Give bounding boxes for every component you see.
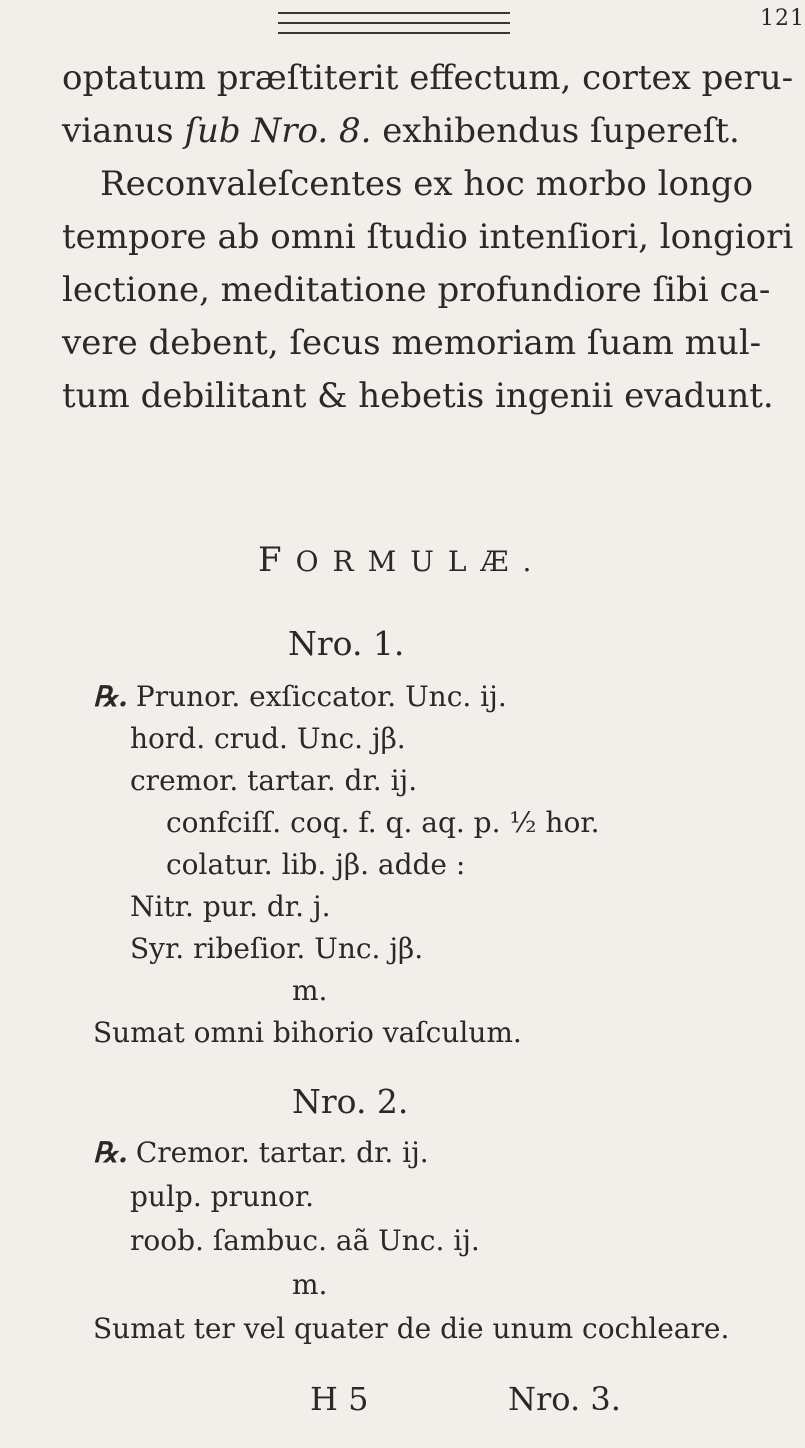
text-line: lectione, meditatione profundiore ſibi ca-: [62, 270, 771, 310]
recipe-line: m.: [292, 1268, 328, 1301]
catchword: Nro. 3.: [508, 1380, 621, 1418]
recipe-line: m.: [292, 974, 328, 1007]
recipe-line: colatur. lib. jβ. adde :: [166, 848, 466, 881]
recipe-line: Sumat omni bihorio vaſculum.: [93, 1016, 522, 1049]
text-line: tempore ab omni ſtudio intenſiori, longiori: [62, 217, 794, 257]
signature-mark: H 5: [310, 1380, 369, 1418]
recipe-line: pulp. prunor.: [130, 1180, 315, 1213]
page-number: 121: [760, 6, 805, 31]
text-line: vianus ſub Nro. 8. exhibendus ſupereſt.: [62, 111, 740, 151]
recipe-line: cremor. tartar. dr. ij.: [130, 764, 418, 797]
text-line: vere debent, ſecus memoriam ſuam mul-: [62, 323, 762, 363]
recipe-line: Nitr. pur. dr. j.: [130, 890, 331, 923]
recipe-line: ℞. Prunor. exſiccator. Unc. ij.: [93, 680, 507, 713]
header-rule: [278, 12, 510, 14]
recipe-symbol: ℞.: [93, 680, 128, 713]
text-line: Reconvaleſcentes ex hoc morbo longo: [100, 164, 754, 204]
recipe-line: hord. crud. Unc. jβ.: [130, 722, 406, 755]
recipe-number: Nro. 2.: [292, 1082, 409, 1121]
text-line: tum debilitant & hebetis ingenii evadunt.: [62, 376, 774, 416]
header-rule: [278, 32, 510, 34]
recipe-line: confciſſ. coq. f. q. aq. p. ½ hor.: [166, 806, 600, 839]
recipe-symbol: ℞.: [93, 1136, 128, 1169]
recipe-line: Syr. ribeſior. Unc. jβ.: [130, 932, 424, 965]
header-rule: [278, 22, 510, 24]
recipe-line: Sumat ter vel quater de die unum cochleare.: [93, 1312, 730, 1345]
recipe-number: Nro. 1.: [288, 624, 405, 663]
text-line: optatum præſtiterit effectum, cortex peru-: [62, 58, 794, 98]
section-heading: FORMULÆ.: [258, 540, 546, 580]
recipe-line: roob. ſambuc. aã Unc. ij.: [130, 1224, 480, 1257]
recipe-line: ℞. Cremor. tartar. dr. ij.: [93, 1136, 429, 1169]
